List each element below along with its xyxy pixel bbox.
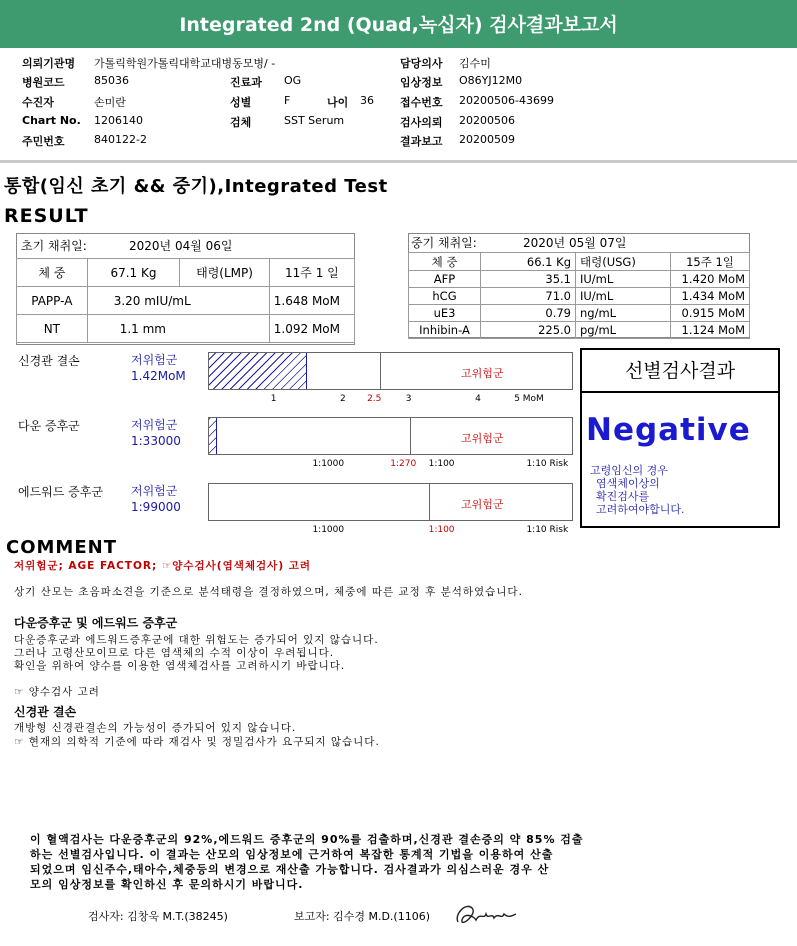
marker-name: AFP: [409, 271, 481, 288]
marker-name: PAPP-A: [17, 287, 88, 315]
ntd-title: 신경관 결손: [14, 705, 77, 719]
risk-fill: [209, 418, 217, 454]
comment-highlight: 저위험군; AGE FACTOR; ☞양수검사(염색체검사) 고려: [14, 560, 312, 572]
screening-result: Negative: [586, 412, 751, 448]
code-label: 병원코드: [22, 76, 65, 89]
scale-tick-label: 1: [270, 394, 277, 404]
scale-tick-label: 1:1000: [312, 459, 345, 469]
scale-tick-label: 1:10 Risk: [526, 459, 569, 469]
rrn-value: 840122-2: [94, 133, 147, 146]
reporter: 보고자: 김수경 M.D.(1106): [294, 910, 430, 923]
risk-name-ntd: 신경관 결손: [18, 354, 80, 368]
first-trimester-table: [16, 258, 355, 343]
divider: [0, 160, 797, 163]
disclaimer-line: 하는 선별검사입니다. 이 결과는 산모의 임상정보에 근거하여 복잡한 통계적 기법을 이용하여 산출: [30, 848, 554, 861]
marker-name: Inhibin-A: [409, 322, 481, 339]
scale-tick-label: 1:100: [428, 459, 455, 469]
request-value: 20200506: [459, 114, 515, 127]
screening-result-box: [580, 348, 780, 528]
report-date-label: 결과보고: [400, 135, 443, 148]
marker-name: hCG: [409, 288, 481, 305]
disclaimer-line: 이 혈액검사는 다운증후군의 92%,에드워드 증후군의 90%를 검출하며,신경관 결손증의 약 85% 검출: [30, 833, 584, 846]
amnio-note: ☞ 양수검사 고려: [14, 686, 100, 698]
patient-info: [22, 55, 782, 155]
marker-mom: 1.420 MoM: [671, 271, 750, 288]
risk-low-ntd: [131, 352, 186, 384]
disclaimer-line: 모의 임상정보를 확인하신 후 문의하시기 바랍니다.: [30, 878, 304, 891]
chart-label: Chart No.: [22, 114, 81, 127]
institution-value: 가톨릭학원가톨릭대학교대병동모병/ -: [94, 57, 276, 70]
comment-line: ☞ 현재의 의학적 기준에 따라 재검사 및 정밀검사가 요구되지 않습니다.: [14, 736, 380, 748]
high-risk-label: 고위험군: [461, 367, 504, 380]
age-label: 나이: [327, 96, 349, 109]
weight-label: 체 중: [409, 253, 481, 271]
risk-result: 1.42MoM: [131, 369, 186, 383]
marker-name: uE3: [409, 305, 481, 322]
risk-result: 1:99000: [131, 500, 181, 514]
comment-line: 다운증후군과 에드워드증후군에 대한 위험도는 증가되어 있지 않습니다.: [14, 634, 379, 646]
specimen-label: 검체: [230, 116, 252, 129]
scale-tick-label: 2: [340, 394, 346, 404]
doctor-value: 김수미: [459, 57, 491, 70]
marker-value: 0.79: [481, 305, 576, 322]
risk-bar-edwards: [208, 483, 573, 521]
ga-method: 태령(LMP): [180, 259, 270, 287]
age-value: 36: [360, 94, 374, 107]
sex-value: F: [284, 94, 291, 107]
report-title: Integrated 2nd (Quad,녹십자) 검사결과보고서: [0, 0, 797, 48]
marker-unit: pg/mL: [576, 322, 671, 339]
sex-label: 성별: [230, 96, 252, 109]
clinical-value: O86YJ12M0: [459, 74, 523, 87]
down-edwards-title: 다운증후군 및 에드워드 증후군: [14, 616, 178, 630]
screening-title: 선별검사결과: [582, 350, 778, 393]
risk-fill: [209, 353, 307, 389]
test-heading: 통합(임신 초기 && 중기),Integrated Test: [4, 176, 388, 197]
clinical-label: 임상정보: [400, 76, 443, 89]
risk-low-down: [131, 417, 181, 449]
first-date: 2020년 04월 06일: [129, 239, 233, 253]
marker-mom: 0.915 MoM: [671, 305, 750, 322]
scale-tick-label: 1:100: [428, 525, 455, 535]
marker-value: 3.20 mIU/mL: [87, 287, 269, 315]
risk-bar-down: [208, 417, 573, 455]
marker-value: 35.1: [481, 271, 576, 288]
comment-line: 그러나 고령산모이므로 다른 염색체의 수적 이상이 우려됩니다.: [14, 647, 335, 659]
screening-note: [590, 464, 685, 516]
chart-value: 1206140: [94, 114, 143, 127]
institution-label: 의뢰기관명: [22, 57, 76, 70]
marker-unit: IU/mL: [576, 271, 671, 288]
marker-mom: 1.124 MoM: [671, 322, 750, 339]
scale-tick-label: 2.5: [367, 394, 382, 404]
cutoff-line: [429, 484, 430, 520]
scale-tick-label: 1:1000: [312, 525, 345, 535]
second-date: 2020년 05월 07일: [523, 236, 627, 250]
note-line: 염색체이상의: [596, 477, 660, 490]
dept-value: OG: [284, 74, 302, 87]
marker-value: 71.0: [481, 288, 576, 305]
receipt-value: 20200506-43699: [459, 94, 554, 107]
comment-line: 확인을 위하여 양수를 이용한 염색체검사를 고려하시기 바랍니다.: [14, 660, 346, 672]
high-risk-label: 고위험군: [461, 432, 504, 445]
second-date-label: 중기 채취일:: [411, 236, 477, 250]
second-trimester-table: [408, 252, 750, 339]
low-risk-label: 저위험군: [131, 418, 178, 432]
second-trimester-box: [408, 233, 750, 338]
high-risk-label: 고위험군: [461, 498, 504, 511]
first-trimester-box: [16, 233, 355, 345]
weight-label: 체 중: [17, 259, 88, 287]
marker-mom: 1.092 MoM: [269, 315, 354, 343]
code-value: 85036: [94, 74, 129, 87]
low-risk-label: 저위험군: [131, 353, 178, 367]
patient-value: 손미란: [94, 96, 126, 109]
ga-value: 11주 1 일: [269, 259, 354, 287]
marker-unit: ng/mL: [576, 305, 671, 322]
weight-value: 66.1 Kg: [481, 253, 576, 271]
risk-low-edwards: [131, 483, 181, 515]
specimen-value: SST Serum: [284, 114, 345, 127]
note-line: 고령임신의 경우: [590, 464, 668, 477]
signature-icon: [452, 898, 518, 932]
request-label: 검사의뢰: [400, 116, 443, 129]
scale-tick-label: 1:270: [390, 459, 417, 469]
marker-value: 225.0: [481, 322, 576, 339]
risk-name-edwards: 에드워드 증후군: [18, 485, 103, 499]
ga-method: 태령(USG): [576, 253, 671, 271]
scale-tick-label: 5 MoM: [514, 394, 544, 404]
marker-name: NT: [17, 315, 88, 343]
risk-name-down: 다운 증후군: [18, 419, 80, 433]
receipt-label: 접수번호: [400, 96, 443, 109]
marker-mom: 1.648 MoM: [269, 287, 354, 315]
weight-value: 67.1 Kg: [87, 259, 180, 287]
scale-tick-label: 3: [405, 394, 412, 404]
marker-mom: 1.434 MoM: [671, 288, 750, 305]
comment-heading: COMMENT: [6, 537, 117, 558]
scale-tick-label: 1:10 Risk: [526, 525, 569, 535]
dept-label: 진료과: [230, 76, 262, 89]
note-line: 고려하여야합니다.: [596, 503, 685, 516]
doctor-label: 담당의사: [400, 57, 443, 70]
rrn-label: 주민번호: [22, 135, 65, 148]
disclaimer-line: 되었으며 임신주수,태아수,체중등의 변경으로 재산출 가능합니다. 검사결과가 의심스러운 경우 산: [30, 863, 550, 876]
marker-unit: IU/mL: [576, 288, 671, 305]
cutoff-line: [380, 353, 381, 389]
marker-value: 1.1 mm: [87, 315, 269, 343]
risk-bar-ntd: [208, 352, 573, 390]
risk-result: 1:33000: [131, 434, 181, 448]
report-date-value: 20200509: [459, 133, 515, 146]
comment-line: 개방형 신경관결손의 가능성이 증가되어 있지 않습니다.: [14, 722, 297, 734]
patient-label: 수진자: [22, 96, 54, 109]
cutoff-line: [410, 418, 411, 454]
low-risk-label: 저위험군: [131, 484, 178, 498]
ga-value: 15주 1일: [671, 253, 750, 271]
first-date-label: 초기 채취일:: [21, 239, 87, 253]
scale-tick-label: 4: [475, 394, 481, 404]
comment-para: 상기 산모는 초음파소견을 기준으로 분석태령을 결정하였으며, 체중에 따른 교정 후 분석하였습니다.: [14, 586, 523, 598]
examiner: 검사자: 김창욱 M.T.(38245): [88, 910, 228, 923]
disclaimer: [30, 832, 584, 892]
note-line: 확진검사를: [596, 490, 650, 503]
result-heading: RESULT: [4, 205, 89, 227]
